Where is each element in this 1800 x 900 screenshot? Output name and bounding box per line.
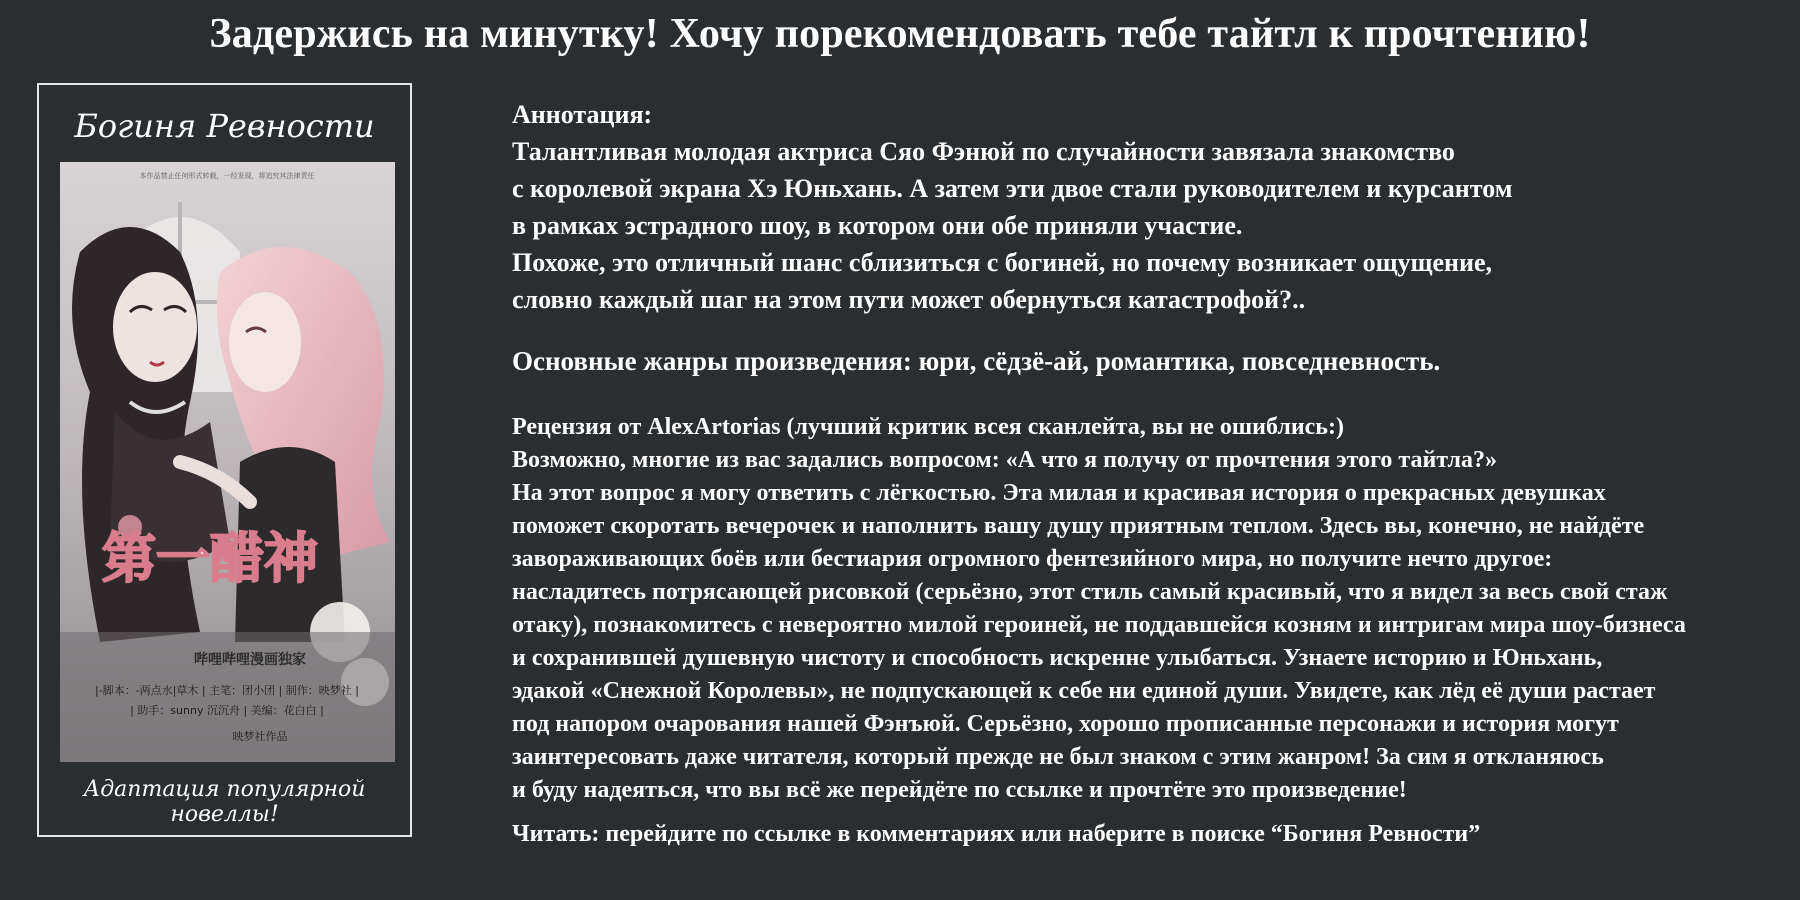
review-line: эдакой «Снежной Королевы», не подпускающей к себе ни единой души. Увидете, как лёд её души растает [512, 678, 1656, 704]
card-title: Богиня Ревности [74, 107, 375, 145]
review-line: На этот вопрос я могу ответить с лёгкостью. Эта милая и красивая история о прекрасных девушках [512, 480, 1606, 506]
genres-line: Основные жанры произведения: юри, сёдзё-ай, романтика, повседневность. [512, 346, 1441, 376]
description-column [512, 96, 1792, 847]
cover-image [60, 162, 395, 762]
annotation-line: словно каждый шаг на этом пути может обернуться катастрофой?.. [512, 285, 1306, 314]
card-caption: Адаптация популярной новеллы! [83, 777, 366, 827]
annotation-heading: Аннотация: [512, 100, 653, 129]
page-headline: Задержись на минутку! Хочу порекомендовать тебе тайтл к прочтению! [209, 11, 1591, 57]
review-line: под напором очарования нашей Фэнъюй. Серьёзно, хорошо прописанные персонажи и история могут [512, 711, 1619, 737]
review [512, 411, 1686, 807]
cover-credits-1: |-脚本：-两点水|草木 | 主笔：团小团 | 制作：映梦社 | [95, 684, 359, 697]
review-line: поможет скоротать вечерочек и наполнить вашу душу приятным теплом. Здесь вы, конечно, не найдёте [512, 513, 1645, 539]
review-line: насладитесь потрясающей рисовкой (серьёзно, этот стиль самый красивый, что я видел за весь свой стаж [512, 579, 1668, 605]
review-line: Возможно, многие из вас задались вопросом: «А что я получу от прочтения этого тайтла?» [512, 447, 1497, 473]
review-heading: Рецензия от AlexArtorias (лучший критик всея сканлейта, вы не ошиблись:) [512, 414, 1344, 440]
annotation-line: с королевой экрана Хэ Юньхань. А затем эти двое стали руководителем и курсантом [512, 174, 1513, 203]
review-line: отаку), познакомитесь с невероятно милой героиней, не поддавшейся козням и интригам мира шоу-бизнеса [512, 612, 1686, 638]
review-line: и буду надеяться, что вы всё же перейдёте по ссылке и прочтёте это произведение! [512, 777, 1407, 803]
cover-logo: 第一醋神 [102, 526, 318, 590]
review-line: завораживающих боёв или бестиария огромного фентезийного мира, но получите нечто другое: [512, 546, 1553, 572]
annotation-line: Похоже, это отличный шанс сблизиться с богиней, но почему возникает ощущение, [512, 248, 1493, 277]
cover-top-notice: 本作品禁止任何形式转载，一经发现，将追究其法律责任 [139, 172, 315, 180]
read-instructions: Читать: перейдите по ссылке в комментариях или наберите в поиске “Богиня Ревности” [512, 821, 1481, 847]
annotation [512, 96, 1792, 318]
cover-publisher: 哔哩哔哩漫画独家 [194, 652, 306, 668]
review-line: и сохранившей душевную чистоту и способность искренне улыбаться. Узнаете историю и Юньхань, [512, 645, 1603, 671]
cover-credits-2: | 助手：sunny 沉沉舟 | 美编：花白白 | [130, 704, 324, 717]
title-card [37, 83, 412, 837]
review-line: заинтересовать даже читателя, который прежде не был знаком с этим жанром! За сим я откланяюсь [512, 744, 1604, 770]
annotation-line: в рамках эстрадного шоу, в котором они обе приняли участие. [512, 211, 1243, 240]
annotation-line: Талантливая молодая актриса Сяо Фэнюй по случайности завязала знакомство [512, 137, 1455, 166]
cover-studio: 映梦社作品 [232, 730, 288, 743]
